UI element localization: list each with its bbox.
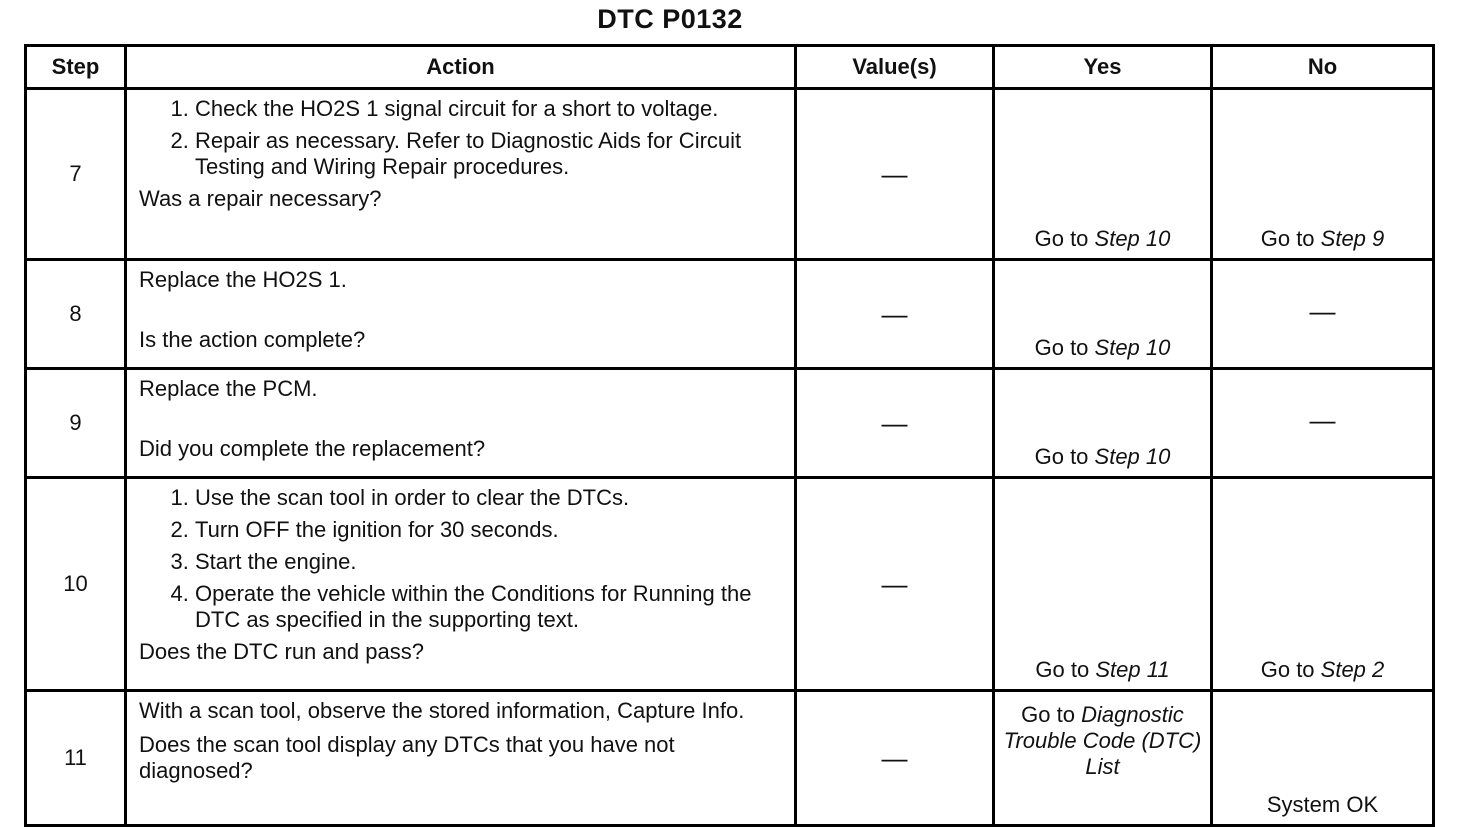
header-values: Value(s) — [796, 46, 994, 89]
no-cell — [1212, 478, 1434, 691]
yes-cell — [994, 691, 1212, 826]
yes-cell — [994, 369, 1212, 478]
action-text: Replace the PCM. — [139, 376, 318, 401]
header-step: Step — [26, 46, 126, 89]
step-number: 11 — [26, 691, 126, 826]
action-steps — [139, 485, 786, 633]
step-number: 8 — [26, 260, 126, 369]
action-question: Did you complete the replacement? — [139, 436, 486, 461]
no-cell — [1212, 89, 1434, 260]
value-cell: — — [796, 260, 994, 369]
header-yes: Yes — [994, 46, 1212, 89]
action-question: Does the scan tool display any DTCs that you have not diagnosed? — [139, 732, 675, 783]
action-cell — [126, 691, 796, 826]
value-cell: — — [796, 89, 994, 260]
action-steps — [139, 96, 786, 180]
action-step: 4. Operate the vehicle within the Conditions for Running the DTC as specified in the supporting text. — [195, 581, 786, 633]
table-row — [26, 691, 1434, 826]
step-number: 10 — [26, 478, 126, 691]
document-title: DTC P0132 — [597, 4, 743, 34]
table-row — [26, 89, 1434, 260]
table-row — [26, 260, 1434, 369]
step-number: 7 — [26, 89, 126, 260]
yes-target-link[interactable]: Step 10 — [1094, 444, 1171, 469]
no-cell: — — [1212, 260, 1434, 369]
action-step: 1. Use the scan tool in order to clear the DTCs. — [195, 485, 786, 511]
action-question: Is the action complete? — [139, 327, 366, 352]
no-prefix: Go to — [1260, 657, 1321, 682]
yes-prefix: Go to — [1021, 702, 1082, 727]
yes-prefix: Go to — [1035, 657, 1096, 682]
yes-cell — [994, 478, 1212, 691]
value-cell: — — [796, 691, 994, 826]
yes-prefix: Go to — [1034, 226, 1095, 251]
yes-target-link[interactable]: Diagnostic Trouble Code (DTC) List — [1003, 702, 1202, 779]
action-cell — [126, 478, 796, 691]
action-cell — [126, 260, 796, 369]
no-target-link[interactable]: Step 9 — [1320, 226, 1385, 251]
value-cell: — — [796, 369, 994, 478]
action-step: 1. Check the HO2S 1 signal circuit for a short to voltage. — [195, 96, 786, 122]
action-question: Does the DTC run and pass? — [139, 639, 424, 664]
no-prefix: Go to — [1260, 226, 1321, 251]
no-target-link[interactable]: Step 2 — [1320, 657, 1385, 682]
action-step: 2. Repair as necessary. Refer to Diagnostic Aids for Circuit Testing and Wiring Repair procedures. — [195, 128, 786, 180]
yes-prefix: Go to — [1034, 444, 1095, 469]
dtc-table — [24, 44, 1435, 827]
action-step: 3. Start the engine. — [195, 549, 786, 575]
value-cell: — — [796, 478, 994, 691]
action-question: Was a repair necessary? — [139, 186, 382, 211]
no-cell: System OK — [1212, 691, 1434, 826]
yes-target-link[interactable]: Step 10 — [1094, 226, 1171, 251]
yes-prefix: Go to — [1034, 335, 1095, 360]
yes-cell — [994, 89, 1212, 260]
action-cell — [126, 369, 796, 478]
header-action: Action — [126, 46, 796, 89]
table-row — [26, 478, 1434, 691]
table-header-row — [26, 46, 1434, 89]
step-number: 9 — [26, 369, 126, 478]
action-step: 2. Turn OFF the ignition for 30 seconds. — [195, 517, 786, 543]
yes-target-link[interactable]: Step 10 — [1094, 335, 1171, 360]
action-cell — [126, 89, 796, 260]
table-row — [26, 369, 1434, 478]
action-text: With a scan tool, observe the stored information, Capture Info. — [139, 698, 745, 723]
yes-target-link[interactable]: Step 11 — [1095, 657, 1170, 682]
action-text: Replace the HO2S 1. — [139, 267, 347, 292]
yes-cell — [994, 260, 1212, 369]
no-cell: — — [1212, 369, 1434, 478]
header-no: No — [1212, 46, 1434, 89]
